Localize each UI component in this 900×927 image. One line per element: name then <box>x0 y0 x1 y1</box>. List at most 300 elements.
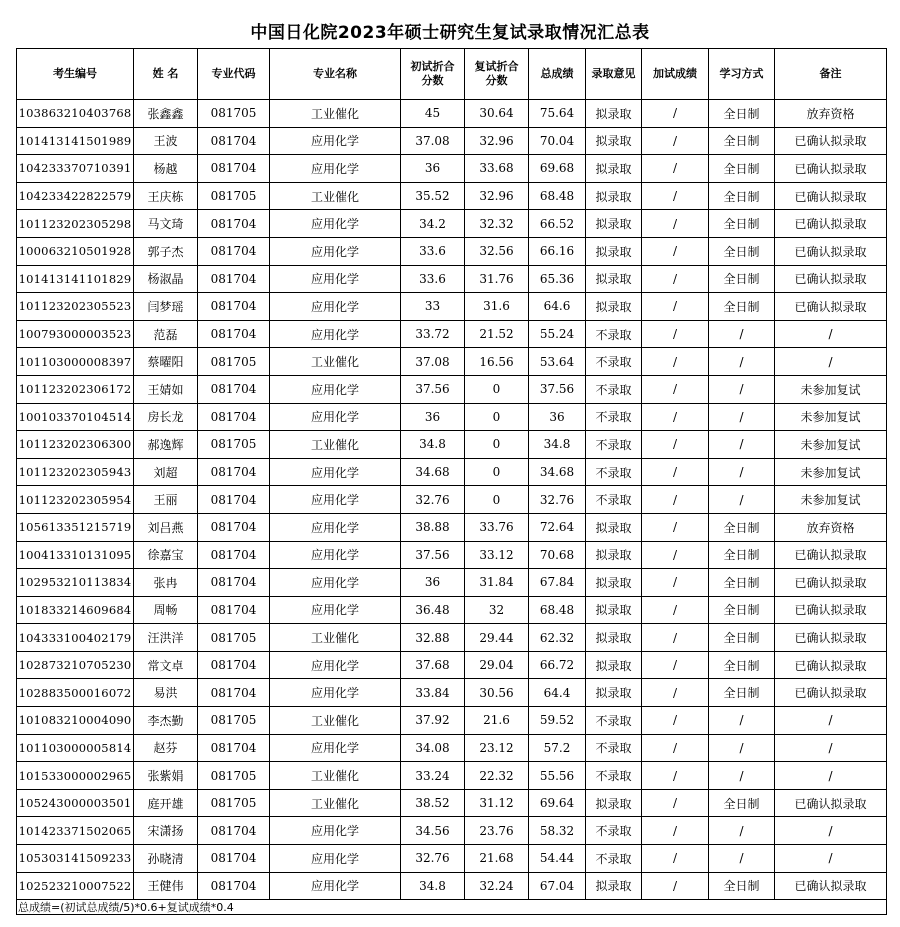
cell-extra-score: / <box>642 596 709 624</box>
cell-major-name: 工业催化 <box>270 182 401 210</box>
cell-initial-score: 37.56 <box>401 375 465 403</box>
cell-admission-decision: 拟录取 <box>586 100 642 128</box>
cell-extra-score: / <box>642 403 709 431</box>
table-row <box>17 375 887 403</box>
cell-extra-score: / <box>642 734 709 762</box>
cell-admission-decision: 不录取 <box>586 762 642 790</box>
cell-major-code: 081705 <box>198 182 270 210</box>
table-row <box>17 596 887 624</box>
cell-major-code: 081704 <box>198 651 270 679</box>
cell-retest-score: 29.44 <box>465 624 529 652</box>
cell-name: 郝逸辉 <box>134 431 198 459</box>
table-row <box>17 293 887 321</box>
cell-exam-id: 101083210004090 <box>17 707 134 735</box>
header-row <box>17 49 887 100</box>
cell-retest-score: 0 <box>465 458 529 486</box>
cell-admission-decision: 拟录取 <box>586 155 642 183</box>
table-row <box>17 707 887 735</box>
cell-major-name: 工业催化 <box>270 789 401 817</box>
cell-exam-id: 101413141501989 <box>17 127 134 155</box>
cell-major-name: 应用化学 <box>270 734 401 762</box>
cell-retest-score: 32.96 <box>465 182 529 210</box>
column-header-study-mode: 学习方式 <box>709 49 775 100</box>
cell-exam-id: 100793000003523 <box>17 320 134 348</box>
cell-retest-score: 22.32 <box>465 762 529 790</box>
cell-initial-score: 35.52 <box>401 182 465 210</box>
column-header-major-name: 专业名称 <box>270 49 401 100</box>
cell-major-code: 081704 <box>198 845 270 873</box>
admission-table <box>16 48 887 915</box>
cell-remark: / <box>775 845 887 873</box>
cell-initial-score: 33.84 <box>401 679 465 707</box>
cell-initial-score: 38.88 <box>401 513 465 541</box>
cell-admission-decision: 拟录取 <box>586 127 642 155</box>
cell-total-score: 53.64 <box>529 348 586 376</box>
cell-remark: 已确认拟录取 <box>775 596 887 624</box>
cell-total-score: 54.44 <box>529 845 586 873</box>
cell-extra-score: / <box>642 789 709 817</box>
cell-initial-score: 34.56 <box>401 817 465 845</box>
cell-major-code: 081704 <box>198 872 270 900</box>
cell-admission-decision: 拟录取 <box>586 872 642 900</box>
cell-major-code: 081704 <box>198 817 270 845</box>
cell-retest-score: 32.56 <box>465 237 529 265</box>
cell-retest-score: 23.76 <box>465 817 529 845</box>
cell-remark: 已确认拟录取 <box>775 237 887 265</box>
cell-total-score: 66.52 <box>529 210 586 238</box>
cell-major-name: 应用化学 <box>270 458 401 486</box>
cell-extra-score: / <box>642 182 709 210</box>
cell-exam-id: 101123202305523 <box>17 293 134 321</box>
cell-major-code: 081704 <box>198 541 270 569</box>
cell-initial-score: 33.24 <box>401 762 465 790</box>
cell-study-mode: 全日制 <box>709 100 775 128</box>
cell-extra-score: / <box>642 155 709 183</box>
cell-name: 刘吕燕 <box>134 513 198 541</box>
cell-exam-id: 102523210007522 <box>17 872 134 900</box>
cell-initial-score: 37.68 <box>401 651 465 679</box>
cell-initial-score: 45 <box>401 100 465 128</box>
cell-study-mode: / <box>709 845 775 873</box>
cell-extra-score: / <box>642 817 709 845</box>
cell-name: 杨越 <box>134 155 198 183</box>
cell-retest-score: 21.68 <box>465 845 529 873</box>
cell-initial-score: 34.2 <box>401 210 465 238</box>
cell-major-name: 应用化学 <box>270 569 401 597</box>
table-row <box>17 265 887 293</box>
cell-exam-id: 101533000002965 <box>17 762 134 790</box>
cell-major-name: 应用化学 <box>270 872 401 900</box>
cell-exam-id: 101123202305954 <box>17 486 134 514</box>
cell-initial-score: 37.08 <box>401 127 465 155</box>
cell-major-code: 081704 <box>198 210 270 238</box>
cell-exam-id: 101423371502065 <box>17 817 134 845</box>
cell-study-mode: / <box>709 707 775 735</box>
cell-initial-score: 36.48 <box>401 596 465 624</box>
cell-total-score: 57.2 <box>529 734 586 762</box>
cell-study-mode: 全日制 <box>709 182 775 210</box>
cell-major-name: 应用化学 <box>270 486 401 514</box>
cell-name: 张鑫鑫 <box>134 100 198 128</box>
cell-major-code: 081704 <box>198 375 270 403</box>
cell-total-score: 66.16 <box>529 237 586 265</box>
cell-exam-id: 105243000003501 <box>17 789 134 817</box>
cell-study-mode: 全日制 <box>709 624 775 652</box>
cell-remark: 已确认拟录取 <box>775 789 887 817</box>
cell-study-mode: 全日制 <box>709 513 775 541</box>
column-header-name: 姓 名 <box>134 49 198 100</box>
table-row <box>17 679 887 707</box>
cell-remark: / <box>775 707 887 735</box>
cell-major-code: 081704 <box>198 734 270 762</box>
cell-admission-decision: 拟录取 <box>586 789 642 817</box>
cell-name: 王健伟 <box>134 872 198 900</box>
cell-retest-score: 31.6 <box>465 293 529 321</box>
cell-name: 闫梦瑶 <box>134 293 198 321</box>
cell-extra-score: / <box>642 375 709 403</box>
cell-name: 庭开雄 <box>134 789 198 817</box>
cell-major-code: 081704 <box>198 596 270 624</box>
cell-retest-score: 33.12 <box>465 541 529 569</box>
cell-retest-score: 0 <box>465 431 529 459</box>
table-row <box>17 458 887 486</box>
cell-major-name: 应用化学 <box>270 513 401 541</box>
cell-major-name: 应用化学 <box>270 155 401 183</box>
table-row <box>17 734 887 762</box>
cell-remark: 未参加复试 <box>775 458 887 486</box>
cell-exam-id: 103863210403768 <box>17 100 134 128</box>
cell-exam-id: 101123202306172 <box>17 375 134 403</box>
cell-initial-score: 36 <box>401 569 465 597</box>
cell-remark: 放弃资格 <box>775 513 887 541</box>
cell-major-code: 081705 <box>198 707 270 735</box>
cell-admission-decision: 不录取 <box>586 320 642 348</box>
cell-major-name: 工业催化 <box>270 100 401 128</box>
cell-retest-score: 30.56 <box>465 679 529 707</box>
cell-total-score: 64.6 <box>529 293 586 321</box>
cell-extra-score: / <box>642 486 709 514</box>
cell-study-mode: 全日制 <box>709 679 775 707</box>
cell-name: 郭子杰 <box>134 237 198 265</box>
table-row <box>17 320 887 348</box>
cell-retest-score: 0 <box>465 486 529 514</box>
cell-name: 房长龙 <box>134 403 198 431</box>
table-row <box>17 651 887 679</box>
cell-study-mode: 全日制 <box>709 265 775 293</box>
footnote-row <box>17 900 887 915</box>
cell-name: 赵芬 <box>134 734 198 762</box>
cell-total-score: 67.84 <box>529 569 586 597</box>
cell-major-name: 应用化学 <box>270 845 401 873</box>
cell-extra-score: / <box>642 872 709 900</box>
column-header-retest-score: 复试折合 分数 <box>465 49 529 100</box>
cell-study-mode: 全日制 <box>709 155 775 183</box>
cell-major-code: 081704 <box>198 458 270 486</box>
cell-total-score: 58.32 <box>529 817 586 845</box>
cell-initial-score: 33 <box>401 293 465 321</box>
table-row <box>17 403 887 431</box>
cell-total-score: 32.76 <box>529 486 586 514</box>
cell-exam-id: 104233422822579 <box>17 182 134 210</box>
cell-extra-score: / <box>642 431 709 459</box>
cell-name: 汪洪洋 <box>134 624 198 652</box>
cell-major-code: 081704 <box>198 155 270 183</box>
cell-major-name: 应用化学 <box>270 210 401 238</box>
table-row <box>17 762 887 790</box>
cell-name: 杨淑晶 <box>134 265 198 293</box>
table-row <box>17 513 887 541</box>
cell-retest-score: 32 <box>465 596 529 624</box>
cell-initial-score: 32.76 <box>401 845 465 873</box>
cell-admission-decision: 拟录取 <box>586 651 642 679</box>
cell-admission-decision: 拟录取 <box>586 293 642 321</box>
cell-study-mode: 全日制 <box>709 210 775 238</box>
cell-major-code: 081705 <box>198 348 270 376</box>
table-row <box>17 872 887 900</box>
cell-exam-id: 104233370710391 <box>17 155 134 183</box>
cell-remark: 未参加复试 <box>775 403 887 431</box>
cell-study-mode: / <box>709 762 775 790</box>
cell-retest-score: 32.32 <box>465 210 529 238</box>
cell-remark: 已确认拟录取 <box>775 569 887 597</box>
table-row <box>17 789 887 817</box>
cell-remark: 未参加复试 <box>775 375 887 403</box>
cell-study-mode: 全日制 <box>709 651 775 679</box>
cell-total-score: 34.8 <box>529 431 586 459</box>
cell-remark: 已确认拟录取 <box>775 541 887 569</box>
cell-exam-id: 105303141509233 <box>17 845 134 873</box>
table-row <box>17 100 887 128</box>
cell-admission-decision: 拟录取 <box>586 596 642 624</box>
cell-admission-decision: 拟录取 <box>586 624 642 652</box>
cell-admission-decision: 拟录取 <box>586 513 642 541</box>
cell-study-mode: / <box>709 817 775 845</box>
cell-extra-score: / <box>642 100 709 128</box>
cell-total-score: 64.4 <box>529 679 586 707</box>
cell-major-code: 081704 <box>198 265 270 293</box>
cell-study-mode: 全日制 <box>709 872 775 900</box>
cell-total-score: 34.68 <box>529 458 586 486</box>
cell-study-mode: 全日制 <box>709 596 775 624</box>
cell-extra-score: / <box>642 679 709 707</box>
cell-retest-score: 30.64 <box>465 100 529 128</box>
cell-extra-score: / <box>642 127 709 155</box>
cell-remark: / <box>775 348 887 376</box>
table-row <box>17 486 887 514</box>
cell-major-code: 081705 <box>198 100 270 128</box>
cell-extra-score: / <box>642 237 709 265</box>
cell-total-score: 37.56 <box>529 375 586 403</box>
cell-extra-score: / <box>642 293 709 321</box>
cell-major-name: 应用化学 <box>270 541 401 569</box>
cell-retest-score: 23.12 <box>465 734 529 762</box>
cell-remark: 未参加复试 <box>775 486 887 514</box>
cell-exam-id: 100413310131095 <box>17 541 134 569</box>
cell-major-name: 应用化学 <box>270 293 401 321</box>
cell-total-score: 70.68 <box>529 541 586 569</box>
cell-exam-id: 101123202306300 <box>17 431 134 459</box>
cell-exam-id: 101413141101829 <box>17 265 134 293</box>
cell-study-mode: / <box>709 375 775 403</box>
cell-retest-score: 31.12 <box>465 789 529 817</box>
cell-admission-decision: 不录取 <box>586 734 642 762</box>
table-row <box>17 210 887 238</box>
cell-major-code: 081704 <box>198 320 270 348</box>
column-header-major-code: 专业代码 <box>198 49 270 100</box>
cell-major-code: 081704 <box>198 486 270 514</box>
cell-major-code: 081704 <box>198 679 270 707</box>
cell-remark: 未参加复试 <box>775 431 887 459</box>
cell-total-score: 66.72 <box>529 651 586 679</box>
cell-major-code: 081705 <box>198 624 270 652</box>
cell-major-code: 081704 <box>198 293 270 321</box>
cell-extra-score: / <box>642 265 709 293</box>
cell-total-score: 59.52 <box>529 707 586 735</box>
cell-initial-score: 33.72 <box>401 320 465 348</box>
cell-retest-score: 32.24 <box>465 872 529 900</box>
cell-extra-score: / <box>642 320 709 348</box>
table-row <box>17 431 887 459</box>
cell-name: 宋潇扬 <box>134 817 198 845</box>
footnote: 总成绩=(初试总成绩/5)*0.6+复试成绩*0.4 <box>17 900 887 915</box>
cell-major-name: 应用化学 <box>270 403 401 431</box>
table-row <box>17 348 887 376</box>
cell-retest-score: 21.6 <box>465 707 529 735</box>
cell-study-mode: / <box>709 458 775 486</box>
cell-study-mode: 全日制 <box>709 569 775 597</box>
cell-admission-decision: 不录取 <box>586 707 642 735</box>
cell-initial-score: 33.6 <box>401 237 465 265</box>
column-header-extra-score: 加试成绩 <box>642 49 709 100</box>
cell-study-mode: 全日制 <box>709 237 775 265</box>
cell-extra-score: / <box>642 541 709 569</box>
cell-initial-score: 33.6 <box>401 265 465 293</box>
cell-study-mode: / <box>709 734 775 762</box>
cell-remark: / <box>775 734 887 762</box>
cell-retest-score: 31.76 <box>465 265 529 293</box>
cell-retest-score: 33.76 <box>465 513 529 541</box>
cell-extra-score: / <box>642 458 709 486</box>
cell-total-score: 65.36 <box>529 265 586 293</box>
cell-initial-score: 37.08 <box>401 348 465 376</box>
cell-admission-decision: 拟录取 <box>586 569 642 597</box>
cell-name: 李杰勤 <box>134 707 198 735</box>
cell-remark: 已确认拟录取 <box>775 651 887 679</box>
cell-initial-score: 37.92 <box>401 707 465 735</box>
cell-remark: 已确认拟录取 <box>775 155 887 183</box>
table-row <box>17 155 887 183</box>
cell-admission-decision: 不录取 <box>586 348 642 376</box>
cell-major-code: 081705 <box>198 789 270 817</box>
cell-total-score: 69.68 <box>529 155 586 183</box>
cell-major-code: 081705 <box>198 431 270 459</box>
cell-initial-score: 36 <box>401 403 465 431</box>
cell-admission-decision: 拟录取 <box>586 541 642 569</box>
cell-total-score: 62.32 <box>529 624 586 652</box>
cell-remark: 已确认拟录取 <box>775 210 887 238</box>
cell-remark: 放弃资格 <box>775 100 887 128</box>
cell-extra-score: / <box>642 651 709 679</box>
cell-exam-id: 100103370104514 <box>17 403 134 431</box>
cell-name: 张紫娟 <box>134 762 198 790</box>
cell-admission-decision: 不录取 <box>586 817 642 845</box>
cell-extra-score: / <box>642 707 709 735</box>
table-row <box>17 817 887 845</box>
cell-initial-score: 32.76 <box>401 486 465 514</box>
cell-extra-score: / <box>642 513 709 541</box>
cell-admission-decision: 拟录取 <box>586 210 642 238</box>
cell-admission-decision: 不录取 <box>586 375 642 403</box>
cell-exam-id: 102883500016072 <box>17 679 134 707</box>
column-header-exam-id: 考生编号 <box>17 49 134 100</box>
cell-admission-decision: 不录取 <box>586 431 642 459</box>
cell-exam-id: 102873210705230 <box>17 651 134 679</box>
cell-study-mode: 全日制 <box>709 127 775 155</box>
cell-major-name: 工业催化 <box>270 707 401 735</box>
cell-name: 刘超 <box>134 458 198 486</box>
cell-remark: 已确认拟录取 <box>775 293 887 321</box>
table-row <box>17 237 887 265</box>
column-header-remark: 备注 <box>775 49 887 100</box>
cell-extra-score: / <box>642 845 709 873</box>
cell-total-score: 75.64 <box>529 100 586 128</box>
cell-extra-score: / <box>642 348 709 376</box>
cell-admission-decision: 拟录取 <box>586 265 642 293</box>
cell-exam-id: 102953210113834 <box>17 569 134 597</box>
cell-major-name: 应用化学 <box>270 320 401 348</box>
table-row <box>17 845 887 873</box>
column-header-total-score: 总成绩 <box>529 49 586 100</box>
cell-study-mode: 全日制 <box>709 293 775 321</box>
cell-initial-score: 34.08 <box>401 734 465 762</box>
cell-major-name: 应用化学 <box>270 237 401 265</box>
cell-initial-score: 34.68 <box>401 458 465 486</box>
cell-remark: 已确认拟录取 <box>775 182 887 210</box>
cell-major-code: 081704 <box>198 403 270 431</box>
cell-total-score: 70.04 <box>529 127 586 155</box>
cell-extra-score: / <box>642 210 709 238</box>
cell-admission-decision: 不录取 <box>586 845 642 873</box>
cell-exam-id: 101103000008397 <box>17 348 134 376</box>
cell-total-score: 68.48 <box>529 596 586 624</box>
cell-name: 王丽 <box>134 486 198 514</box>
cell-exam-id: 101833214609684 <box>17 596 134 624</box>
cell-major-code: 081704 <box>198 513 270 541</box>
cell-remark: 已确认拟录取 <box>775 127 887 155</box>
cell-remark: / <box>775 762 887 790</box>
cell-major-code: 081704 <box>198 237 270 265</box>
cell-remark: 已确认拟录取 <box>775 265 887 293</box>
cell-study-mode: 全日制 <box>709 789 775 817</box>
cell-remark: / <box>775 320 887 348</box>
cell-retest-score: 31.84 <box>465 569 529 597</box>
cell-remark: 已确认拟录取 <box>775 624 887 652</box>
cell-exam-id: 104333100402179 <box>17 624 134 652</box>
column-header-admission-decision: 录取意见 <box>586 49 642 100</box>
cell-admission-decision: 不录取 <box>586 403 642 431</box>
cell-name: 王庆栋 <box>134 182 198 210</box>
cell-major-name: 应用化学 <box>270 375 401 403</box>
cell-study-mode: 全日制 <box>709 541 775 569</box>
cell-study-mode: / <box>709 320 775 348</box>
cell-study-mode: / <box>709 348 775 376</box>
cell-admission-decision: 拟录取 <box>586 237 642 265</box>
cell-exam-id: 101123202305298 <box>17 210 134 238</box>
cell-extra-score: / <box>642 762 709 790</box>
cell-name: 常文卓 <box>134 651 198 679</box>
cell-admission-decision: 不录取 <box>586 486 642 514</box>
cell-initial-score: 37.56 <box>401 541 465 569</box>
